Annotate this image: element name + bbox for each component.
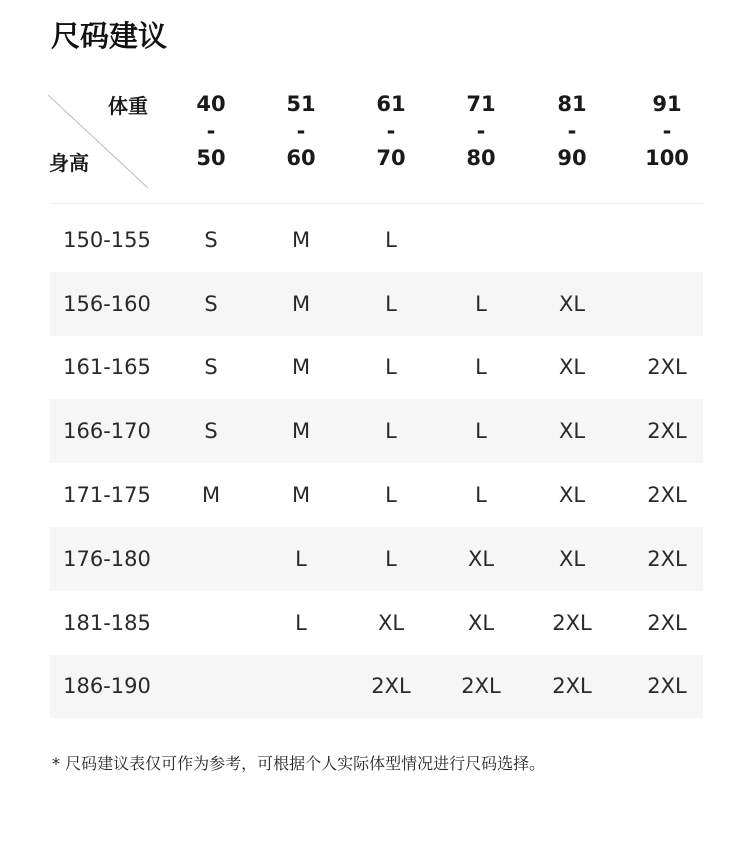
weight-range-header bbox=[261, 92, 341, 170]
weight-axis-label: 体重 bbox=[108, 94, 148, 118]
weight-range-to: 100 bbox=[645, 146, 689, 170]
size-cell: L bbox=[385, 291, 397, 316]
size-cell: XL bbox=[467, 610, 495, 635]
size-cell: 2XL bbox=[461, 674, 501, 699]
size-cell bbox=[261, 655, 341, 719]
disclaimer-note: * 尺码建议表仅可作为参考，可根据个人实际体型情况进行尺码选择。 bbox=[52, 754, 546, 773]
size-cell: L bbox=[475, 419, 487, 444]
weight-range-dash: - bbox=[296, 119, 306, 143]
size-cell: 2XL bbox=[552, 674, 592, 699]
weight-range-from: 51 bbox=[286, 92, 316, 116]
size-cell: 2XL bbox=[647, 610, 687, 635]
size-cell bbox=[171, 655, 251, 719]
size-cell: XL bbox=[467, 546, 495, 571]
size-cell: XL bbox=[377, 610, 405, 635]
height-range-cell: 166-170 bbox=[63, 419, 151, 444]
weight-range-to: 50 bbox=[196, 146, 226, 170]
size-cell: 2XL bbox=[647, 674, 687, 699]
height-range-cell: 161-165 bbox=[63, 355, 151, 380]
size-cell bbox=[441, 208, 521, 272]
table-row bbox=[50, 463, 703, 527]
size-cell: M bbox=[291, 355, 311, 380]
size-cell: XL bbox=[558, 483, 586, 508]
weight-range-dash: - bbox=[662, 119, 672, 143]
size-cell: L bbox=[385, 546, 397, 571]
size-cell bbox=[627, 208, 707, 272]
weight-range-header bbox=[171, 92, 251, 170]
height-range-cell: 181-185 bbox=[63, 610, 151, 635]
table-row bbox=[50, 591, 703, 655]
height-range-cell: 150-155 bbox=[63, 227, 151, 252]
weight-range-to: 60 bbox=[286, 146, 316, 170]
size-cell: 2XL bbox=[552, 610, 592, 635]
weight-range-from: 71 bbox=[466, 92, 496, 116]
table-row bbox=[50, 527, 703, 591]
size-cell: L bbox=[385, 483, 397, 508]
weight-range-dash: - bbox=[206, 119, 216, 143]
weight-range-to: 80 bbox=[466, 146, 496, 170]
height-range-cell: 176-180 bbox=[63, 546, 151, 571]
size-cell: M bbox=[291, 419, 311, 444]
table-row bbox=[50, 336, 703, 400]
weight-range-from: 81 bbox=[557, 92, 587, 116]
size-cell: S bbox=[204, 291, 218, 316]
weight-range-dash: - bbox=[567, 119, 577, 143]
header-divider bbox=[50, 203, 703, 204]
size-cell: L bbox=[295, 546, 307, 571]
weight-range-from: 40 bbox=[196, 92, 226, 116]
size-cell: L bbox=[475, 355, 487, 380]
size-cell: S bbox=[204, 419, 218, 444]
table-row bbox=[50, 399, 703, 463]
size-cell bbox=[627, 272, 707, 336]
table-row bbox=[50, 655, 703, 719]
table-row bbox=[50, 208, 703, 272]
weight-range-from: 91 bbox=[652, 92, 682, 116]
size-cell: XL bbox=[558, 419, 586, 444]
weight-range-from: 61 bbox=[376, 92, 406, 116]
height-range-cell: 186-190 bbox=[63, 674, 151, 699]
size-cell: S bbox=[204, 355, 218, 380]
size-cell: 2XL bbox=[647, 355, 687, 380]
size-cell: L bbox=[475, 291, 487, 316]
weight-range-to: 70 bbox=[376, 146, 406, 170]
size-cell: XL bbox=[558, 291, 586, 316]
size-cell: M bbox=[291, 227, 311, 252]
weight-range-to: 90 bbox=[557, 146, 587, 170]
size-cell: M bbox=[291, 483, 311, 508]
size-cell: L bbox=[295, 610, 307, 635]
size-cell bbox=[171, 527, 251, 591]
page-title: 尺码建议 bbox=[51, 19, 168, 53]
weight-range-header bbox=[351, 92, 431, 170]
size-cell: XL bbox=[558, 355, 586, 380]
height-axis-label: 身高 bbox=[49, 151, 89, 175]
height-range-cell: 156-160 bbox=[63, 291, 151, 316]
height-range-cell: 171-175 bbox=[63, 483, 151, 508]
weight-range-header bbox=[532, 92, 612, 170]
size-cell: M bbox=[291, 291, 311, 316]
weight-range-header bbox=[627, 92, 707, 170]
size-cell bbox=[532, 208, 612, 272]
table-row bbox=[50, 272, 703, 336]
size-cell bbox=[171, 591, 251, 655]
size-cell: 2XL bbox=[371, 674, 411, 699]
size-cell: L bbox=[475, 483, 487, 508]
size-cell: XL bbox=[558, 546, 586, 571]
size-table-body bbox=[50, 208, 703, 718]
size-cell: L bbox=[385, 419, 397, 444]
size-cell: 2XL bbox=[647, 546, 687, 571]
size-cell: 2XL bbox=[647, 419, 687, 444]
weight-range-header bbox=[441, 92, 521, 170]
size-cell: 2XL bbox=[647, 483, 687, 508]
size-cell: M bbox=[201, 483, 221, 508]
size-cell: S bbox=[204, 227, 218, 252]
size-cell: L bbox=[385, 227, 397, 252]
size-cell: L bbox=[385, 355, 397, 380]
weight-range-dash: - bbox=[476, 119, 486, 143]
weight-range-dash: - bbox=[386, 119, 396, 143]
